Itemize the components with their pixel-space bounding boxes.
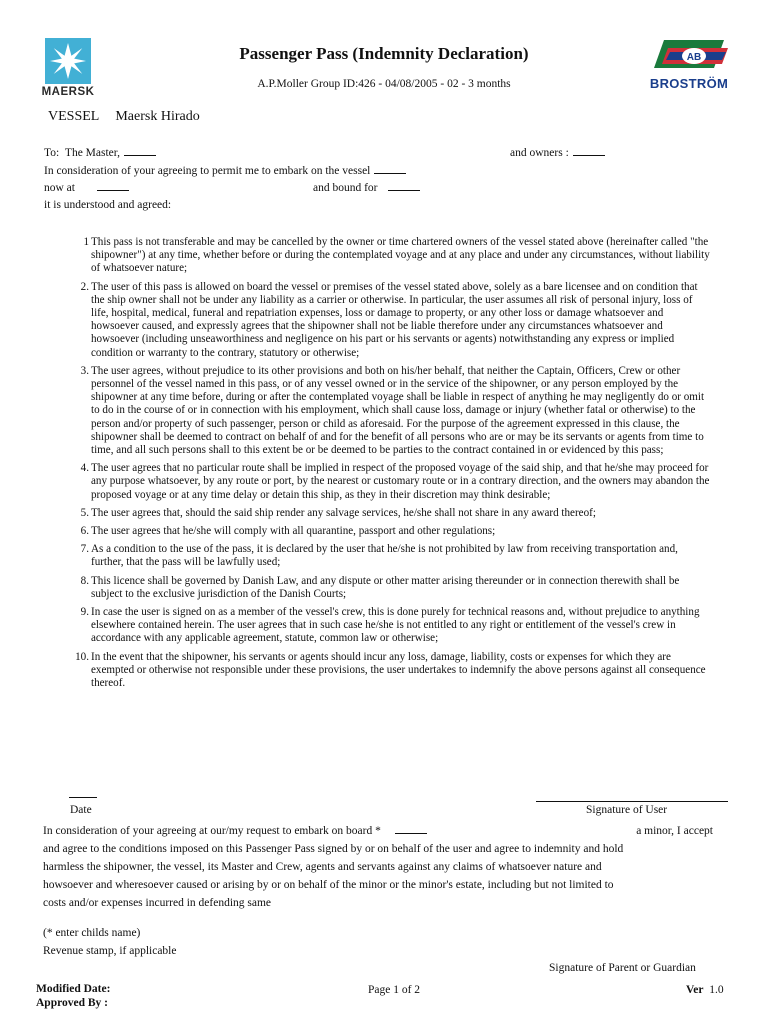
clause-item (80, 525, 711, 538)
clause-text: As a condition to the use of the pass, it is declared by the user that he/she is not prohibited by law from receiving transportation and, further, that the pass will be lawfully used; (91, 543, 678, 569)
now-at-label: now at (44, 182, 75, 194)
brostrom-logo (646, 38, 732, 91)
bound-for-label: and bound for (313, 182, 378, 194)
clause-text: This pass is not transferable and may be cancelled by the owner or time chartered owners of the vessel stated above (hereinafter called "the shipowner") at any time, whether before or during the contemplated voyage and at any place and under any circumstances, without liability of whatsoever nature; (91, 236, 710, 275)
clause-number: 5. (80, 506, 89, 519)
date-label: Date (70, 804, 92, 816)
date-signature-line (69, 797, 97, 798)
clause-number: 1 (83, 236, 89, 248)
modified-date-label: Modified Date: (36, 983, 111, 995)
bound-for-blank (388, 181, 420, 191)
brostrom-logo-text: BROSTRÖM (649, 76, 729, 91)
revenue-stamp-note: Revenue stamp, if applicable (43, 945, 177, 957)
consideration-text: In consideration of your agreeing to permit me to embark on the vessel (44, 165, 371, 177)
minor-line-3: howsoever and wheresoever caused or arising by or on behalf of the minor or the minor's estate, including but not limited to (43, 879, 614, 891)
clause-text: The user agrees, without prejudice to its other provisions and both on his/her behalf, that neither the Captain, Officers, Crew or other personnel of the vessel named in this pass, or of any vessel owned or in the service of the shipowner, or any person employed by the shipowner at any time before, during or after the contemplated voyage shall be liable in respect of anything he may negligently do or omit to do in the course of or in connection with his employment, which shall cause loss, damage or injury (whether fatal or otherwise) to the person and/or property of such passenger, person or child as aforesaid. For the purpose of the agreement expressed in this clause, the shipowner shall be deemed to contract on behalf of and for the benefit of all persons who are or may be its servants or agents from time to time, and all such persons shall to this extent be or be deemed to be parties to the contract contained in or evidenced by this pass; (91, 364, 705, 457)
version-value: 1.0 (709, 984, 724, 996)
clause-number: 3. (80, 364, 89, 377)
consideration-line (44, 164, 406, 177)
clauses-list (75, 236, 711, 695)
owners-line (510, 146, 605, 159)
page-number: Page 1 of 2 (368, 984, 421, 996)
now-at-blank (97, 181, 129, 191)
owners-label: and owners : (510, 147, 569, 159)
user-signature-line (536, 801, 728, 802)
to-line (44, 146, 156, 159)
clause-text: In case the user is signed on as a member of the vessel's crew, this is done purely for technical reasons and, without prejudice to anything elsewhere contained herein. The user agrees that in such case he/she is not entitled to any right or entitlement of the vessel's crew in accordance with any applicable agreement, statute, common law or otherwise; (91, 606, 700, 645)
child-name-blank (395, 824, 427, 834)
owners-blank (573, 146, 605, 156)
clause-item (80, 606, 711, 646)
clause-text: In the event that the shipowner, his servants or agents should incur any loss, damage, liability, costs or expenses for which they are exempted or otherwise not responsible under these provisions, the user undertakes to indemnify the above persons against all consequence thereof. (91, 650, 706, 690)
version (686, 984, 724, 996)
minor-paragraph (43, 822, 733, 912)
version-label: Ver (686, 984, 704, 996)
bound-for-line (313, 181, 420, 194)
clause-item (80, 574, 711, 601)
document-subtitle: A.P.Moller Group ID:426 - 04/08/2005 - 02 - 3 months (257, 78, 511, 90)
clause-number: 7. (80, 543, 89, 556)
svg-text:AB: AB (686, 52, 702, 63)
clause-item (83, 236, 711, 276)
minor-start-text: In consideration of your agreeing at our/my request to embark on board * (43, 825, 381, 837)
clause-item (75, 650, 711, 691)
clause-text: The user agrees that, should the said ship render any salvage services, he/she shall not share in any award thereof; (91, 506, 596, 519)
clause-text: The user agrees that no particular route shall be implied in respect of the proposed voyage of the said ship, and that he/she may proceed for any purpose whatsoever, by any route or port, by the nearest or customary route or in a contrary direction, and the owners may abandon the proposed voyage or at any time delay or detain this ship, as they in their discretion may think desirable; (91, 462, 710, 501)
clause-text: The user of this pass is allowed on board the vessel or premises of the vessel stated above, solely as a bare licensee and on condition that the ship owner shall not be under any liability as a carrier or otherwise. In particular, the user assumes all risk of personal injury, loss of life, hospital, medical, funeral and repatriation expenses, loss or damage to property, or any other loss or damage whatsoever and howsoever caused, and expressly agrees that the shipowner shall not be liable therefore under any circumstances whatsoever and howsoever (including unseaworthiness and negligence on his part or his servants or agents) notwithstanding any express or implied condition or warranty to the contrary, statutory or otherwise; (91, 280, 698, 359)
understood-line: it is understood and agreed: (44, 199, 172, 211)
to-value: The Master, (64, 147, 121, 159)
child-name-note: (* enter childs name) (43, 927, 141, 939)
clause-item (80, 364, 711, 457)
user-signature-label: Signature of User (586, 804, 668, 816)
minor-accept-text: a minor, I accept (636, 825, 713, 837)
brostrom-flag-icon (646, 38, 732, 70)
document-title: Passenger Pass (Indemnity Declaration) (239, 44, 529, 63)
clause-text: The user agrees that he/she will comply with all quarantine, passport and other regulations; (91, 525, 496, 538)
clause-number: 9. (80, 606, 89, 619)
vessel-blank (374, 164, 406, 174)
to-label: To: (44, 147, 60, 159)
approved-by-label: Approved By : (36, 997, 108, 1009)
clause-item (80, 543, 711, 569)
vessel-line (48, 109, 200, 125)
vessel-label: VESSEL (48, 109, 100, 124)
clause-item (80, 462, 711, 502)
master-blank (124, 146, 156, 156)
minor-line-2: harmless the shipowner, the vessel, its Master and Crew, agents and servants against any claims of whatsoever nature and (43, 861, 602, 873)
minor-first-line (43, 822, 733, 840)
maersk-logo-text: MAERSK (41, 86, 95, 98)
clause-number: 10. (75, 650, 89, 663)
clause-number: 8. (80, 574, 89, 587)
vessel-name: Maersk Hirado (115, 109, 200, 124)
clause-text: This licence shall be governed by Danish Law, and any dispute or other matter arising thereunder or in connection therewith shall be subject to the exclusive jurisdiction of the Danish Courts; (91, 574, 680, 600)
clause-number: 4. (80, 462, 89, 475)
clause-item (80, 280, 711, 360)
clause-number: 2. (80, 280, 89, 293)
minor-line-4: costs and/or expenses incurred in defending same (43, 897, 272, 909)
clause-item (80, 506, 711, 520)
parent-signature-label: Signature of Parent or Guardian (549, 962, 696, 974)
now-at-line (44, 181, 129, 194)
clause-number: 6. (80, 525, 89, 538)
minor-line-1: and agree to the conditions imposed on this Passenger Pass signed by or on behalf of the user and agree to indemnity and hold (43, 843, 624, 855)
